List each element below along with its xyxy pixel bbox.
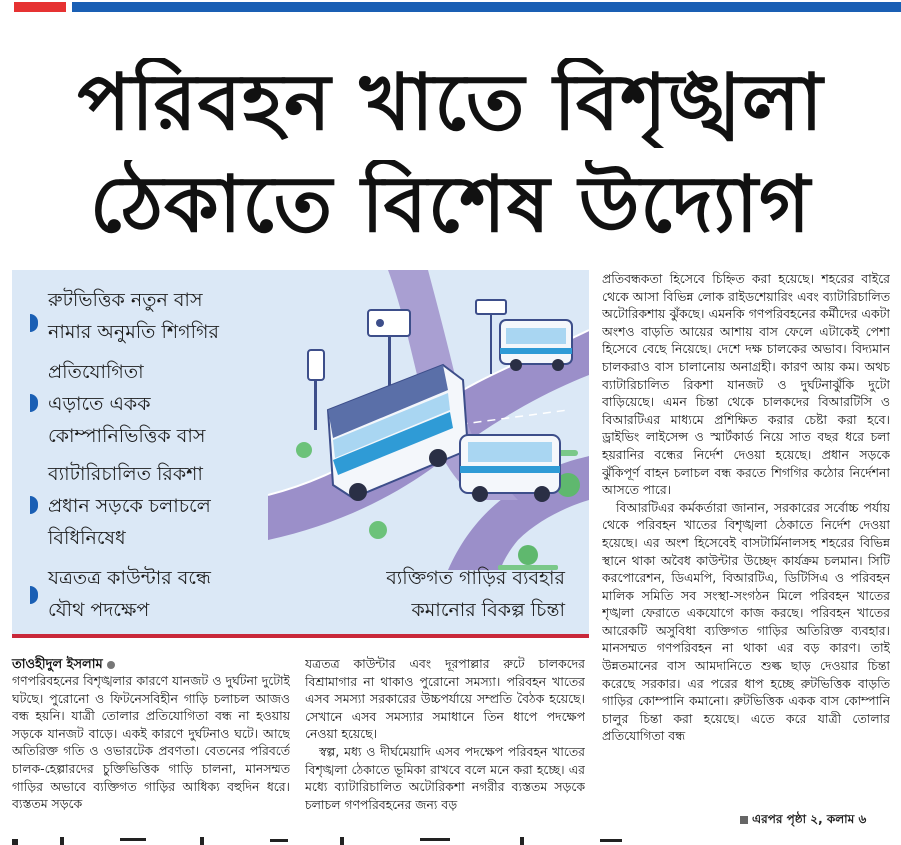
bullet-single-company: প্রতিযোগিতা এড়াতে একক কোম্পানিভিত্তিক বাস (48, 356, 205, 452)
column-3-paragraph-1: প্রতিবন্ধকতা হিসেবে চিহ্নিত করা হয়েছে। শহরের বাইরে থেকে আসা বিভিন্ন লোক রাইডশেয়ারিং এবং ব্যাটারিচালিত অটোরিকশায় ঝুঁকছে। এমনকি গণপরিবহনের কর্মীদের একটা অংশও বাড়তি আয়ের আশায় বাস ফেলে এটাকেই পেশা হিসেবে বেছে নিয়েছে। দেশে দক্ষ চালকের অভাব। বিদ্যমান চালকরাও বাস চালানোয় অনাগ্রহী। কারণ আয় কম। অথচ ব্যাটারিচালিত রিকশা যানজট ও দুর্ঘটনাঝুঁকি দুটো বাড়িয়েছে। এমন চিন্তা থেকে চালকদের বিআরটিসি ও বিআরটিএর মাধ্যমে প্রশিক্ষিত করার চেষ্টা করা হবে। ড্রাইভিং লাইসেন্স ও স্মার্টকার্ড নিয়ে সাত বছর ধরে চলা হয়রানির বন্ধের নির্দেশ দেওয়া হয়েছে। প্রধান সড়কে ঝুঁকিপূর্ণ বাহন চলাচল বন্ধ করতে শিগগির কঠোর নির্দেশনা আসতে পারে। (602, 271, 890, 498)
bullet-marker-icon (30, 496, 38, 514)
private-car-note: ব্যক্তিগত গাড়ির ব্যবহার কমানোর বিকল্প চিন্তা (386, 567, 565, 621)
byline-dot-icon (107, 661, 115, 669)
header-accent-red (14, 2, 66, 12)
article-column-3 (602, 270, 890, 812)
continuation-note: এরপর পৃষ্ঠা ২, কলাম ৬ (740, 811, 866, 831)
bullet-marker-icon (30, 586, 38, 604)
square-bullet-icon (740, 816, 748, 824)
column-3-paragraph-2: বিআরটিএর কর্মকর্তারা জানান, সরকারের সর্বোচ্চ পর্যায় থেকে পরিবহন খাতের বিশৃঙ্খলা ঠেকাতে নির্দেশ দেওয়া হয়েছে। এর অংশ হিসেবেই বাসটার্মিনালসহ শহরের বিভিন্ন স্থানে থাকা অবৈধ কাউন্টার উচ্ছেদ কার্যক্রম চলমান। সিটি করপোরেশন, ডিএমপি, বিআরটিএ, ডিটিসিএ ও পরিবহন মালিক সমিতি সব সংস্থা-সংগঠন মিলে পরিবহন খাতের শৃঙ্খলা ফেরাতে একযোগে কাজ করছে। পরিবহন খাতের আরেকটি অসুবিধা ব্যক্তিগত গাড়ির অতিরিক্ত ব্যবহার। মানসম্মত গণপরিবহন না থাকা এর বড় কারণ। তাই উন্নতমানের বাস আমদানিতে শুল্ক ছাড় দেওয়ার চিন্তা করেছে সরকার। এর পরের ধাপ হচ্ছে রুটভিত্তিক বাড়তি গাড়ির কোম্পানি কমানো। রুটভিত্তিক একক বাস কোম্পানি চালুর চিন্তা করা হয়েছে। এতে করে যাত্রী তোলার প্রতিযোগিতা বন্ধ (602, 499, 890, 744)
highlight-box (12, 270, 589, 634)
headline-line-2: ঠেকাতে বিশেষ উদ্যোগ (89, 160, 812, 250)
article-column-1 (12, 672, 290, 834)
bullet-route-buses: রুটভিত্তিক নতুন বাস নামার অনুমতি শিগগির (48, 284, 219, 348)
highlight-box-rule (12, 634, 589, 638)
next-headline-fragment (0, 833, 901, 845)
column-2-paragraph-2: স্বল্প, মধ্য ও দীর্ঘমেয়াদি এসব পদক্ষেপ পরিবহন খাতের বিশৃঙ্খলা ঠেকাতে ভূমিকা রাখবে বলে মনে করা হচ্ছে। এর মধ্যে ব্যাটারিচালিত অটোরিকশা নগরীর ব্যস্ততম সড়কে চলাচল গণপরিবহনের জন্য বড় (305, 743, 585, 812)
column-2-paragraph-1: যত্রতত্র কাউন্টার এবং দূরপাল্লার রুটে চালকদের বিশ্রামাগার না থাকাও পুরোনো সমস্যা। পরিবহন খাতের এসব সমস্যা সরকারের উচ্চপর্যায়ে সম্প্রতি বৈঠক হয়েছে। সেখানে এসব সমস্যার সমাধানে তিন ধাপে পদক্ষেপ নেওয়া হয়েছে। (305, 656, 585, 742)
headline-line-1: পরিবহন খাতে বিশৃঙ্খলা (77, 58, 824, 148)
bullet-marker-icon (30, 394, 38, 412)
byline: তাওহীদুল ইসলাম (12, 655, 115, 676)
bullet-counter-closure: যত্রতত্র কাউন্টার বন্ধে যৌথ পদক্ষেপ (48, 562, 211, 626)
article-column-2 (305, 655, 585, 833)
bullet-battery-rickshaw: ব্যাটারিচালিত রিকশা প্রধান সড়কে চলাচলে বিধিনিষেধ (48, 458, 211, 554)
header-accent-blue (72, 2, 901, 12)
bullet-marker-icon (30, 314, 38, 332)
buses-on-road-illustration (268, 270, 589, 570)
column-1-paragraph: গণপরিবহনের বিশৃঙ্খলার কারণে যানজট ও দুর্ঘটনা দুটোই ঘটছে। পুরোনো ও ফিটনেসবিহীন গাড়ি চলাচল আজও বন্ধ হয়নি। যাত্রী তোলার প্রতিযোগিতা বন্ধ না হওয়ায় সড়কে যানজট বাড়ে। একই কারণে দুর্ঘটনাও ঘটে। আছে অতিরিক্ত গতি ও ওভারটেক প্রবণতা। বেতনের পরিবর্তে চালক-হেল্পারদের চুক্তিভিত্তিক গাড়ি চালনা, মানসম্মত গাড়ির অভাবে ব্যক্তিগত গাড়ির আধিক্য বহুদিন ধরে। ব্যস্ততম সড়কে (12, 673, 290, 812)
